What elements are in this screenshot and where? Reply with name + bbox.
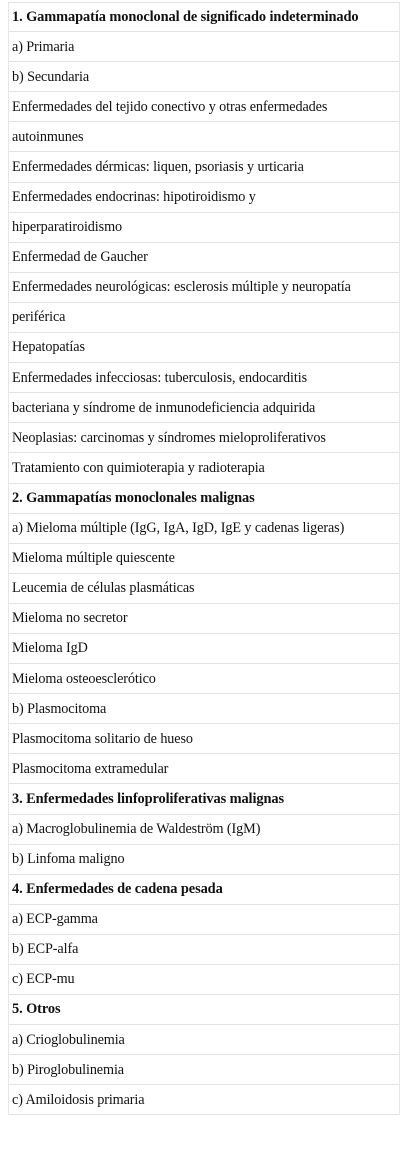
- row-text: Mieloma osteoesclerótico: [12, 670, 156, 687]
- table-row: [9, 303, 399, 333]
- table-row: [9, 965, 399, 995]
- table-row: [9, 243, 399, 273]
- row-text: Hepatopatías: [12, 339, 85, 356]
- table-row: [9, 363, 399, 393]
- row-text: c) Amiloidosis primaria: [12, 1091, 145, 1108]
- table-row: [9, 1085, 399, 1115]
- table-row: [9, 514, 399, 544]
- row-text: c) ECP-mu: [12, 971, 75, 988]
- section-heading: 1. Gammapatía monoclonal de significado indeterminado: [12, 8, 359, 25]
- table-row: [9, 694, 399, 724]
- row-text: b) Plasmocitoma: [12, 700, 107, 717]
- table-row: [9, 183, 399, 213]
- table-row: [9, 905, 399, 935]
- section-heading: 4. Enfermedades de cadena pesada: [12, 881, 223, 898]
- row-text: a) Crioglobulinemia: [12, 1031, 125, 1048]
- section-heading-row: [9, 2, 399, 32]
- row-text: autoinmunes: [12, 128, 84, 145]
- section-heading: 2. Gammapatías monoclonales malignas: [12, 489, 255, 506]
- table-row: [9, 634, 399, 664]
- row-text: Enfermedad de Gaucher: [12, 249, 148, 266]
- table-row: [9, 62, 399, 92]
- classification-table: [8, 2, 400, 1115]
- row-text: Tratamiento con quimioterapia y radioterapia: [12, 459, 265, 476]
- row-text: a) ECP-gamma: [12, 911, 98, 928]
- section-heading-row: [9, 995, 399, 1025]
- row-text: Enfermedades infecciosas: tuberculosis, endocarditis: [12, 369, 307, 386]
- row-text: Mieloma no secretor: [12, 610, 128, 627]
- section-heading: 3. Enfermedades linfoproliferativas malignas: [12, 790, 284, 807]
- table-row: [9, 92, 399, 122]
- table-row: [9, 724, 399, 754]
- row-text: b) Linfoma maligno: [12, 851, 125, 868]
- table-row: [9, 423, 399, 453]
- table-row: [9, 152, 399, 182]
- table-row: [9, 754, 399, 784]
- table-row: [9, 273, 399, 303]
- row-text: b) Secundaria: [12, 68, 90, 85]
- row-text: Enfermedades endocrinas: hipotiroidismo y: [12, 189, 256, 205]
- section-heading-row: [9, 484, 399, 514]
- table-row: [9, 1025, 399, 1055]
- table-row: [9, 32, 399, 62]
- table-row: [9, 815, 399, 845]
- row-text: Mieloma múltiple quiescente: [12, 550, 175, 567]
- row-text: periférica: [12, 309, 66, 326]
- table-row: [9, 664, 399, 694]
- section-heading: 5. Otros: [12, 1001, 61, 1018]
- table-row: [9, 574, 399, 604]
- section-heading-row: [9, 784, 399, 814]
- table-row: [9, 935, 399, 965]
- row-text: Enfermedades dérmicas: liquen, psoriasis y urticaria: [12, 158, 304, 175]
- row-text: hiperparatiroidismo: [12, 219, 122, 236]
- row-text: Enfermedades neurológicas: esclerosis múltiple y neuropatía: [12, 279, 351, 296]
- table-row: [9, 122, 399, 152]
- table-row: [9, 213, 399, 243]
- row-text: Mieloma IgD: [12, 640, 88, 657]
- table-row: [9, 393, 399, 423]
- row-text: a) Mieloma múltiple (IgG, IgA, IgD, IgE y cadenas ligeras): [12, 520, 345, 537]
- row-text: Plasmocitoma extramedular: [12, 760, 169, 777]
- row-text: Enfermedades del tejido conectivo y otras enfermedades: [12, 98, 328, 115]
- table-row: [9, 604, 399, 634]
- table-row: [9, 544, 399, 574]
- table-row: [9, 453, 399, 483]
- row-text: b) ECP-alfa: [12, 941, 79, 958]
- row-text: a) Primaria: [12, 38, 75, 55]
- table-row: [9, 845, 399, 875]
- row-text: Leucemia de células plasmáticas: [12, 580, 195, 597]
- table-row: [9, 333, 399, 363]
- row-text: a) Macroglobulinemia de Waldeström (IgM): [12, 820, 261, 837]
- section-heading-row: [9, 875, 399, 905]
- table-row: [9, 1055, 399, 1085]
- row-text: bacteriana y síndrome de inmunodeficiencia adquirida: [12, 399, 316, 416]
- row-text: Plasmocitoma solitario de hueso: [12, 730, 193, 747]
- row-text: b) Piroglobulinemia: [12, 1061, 124, 1078]
- row-text: Neoplasias: carcinomas y síndromes mieloproliferativos: [12, 429, 326, 446]
